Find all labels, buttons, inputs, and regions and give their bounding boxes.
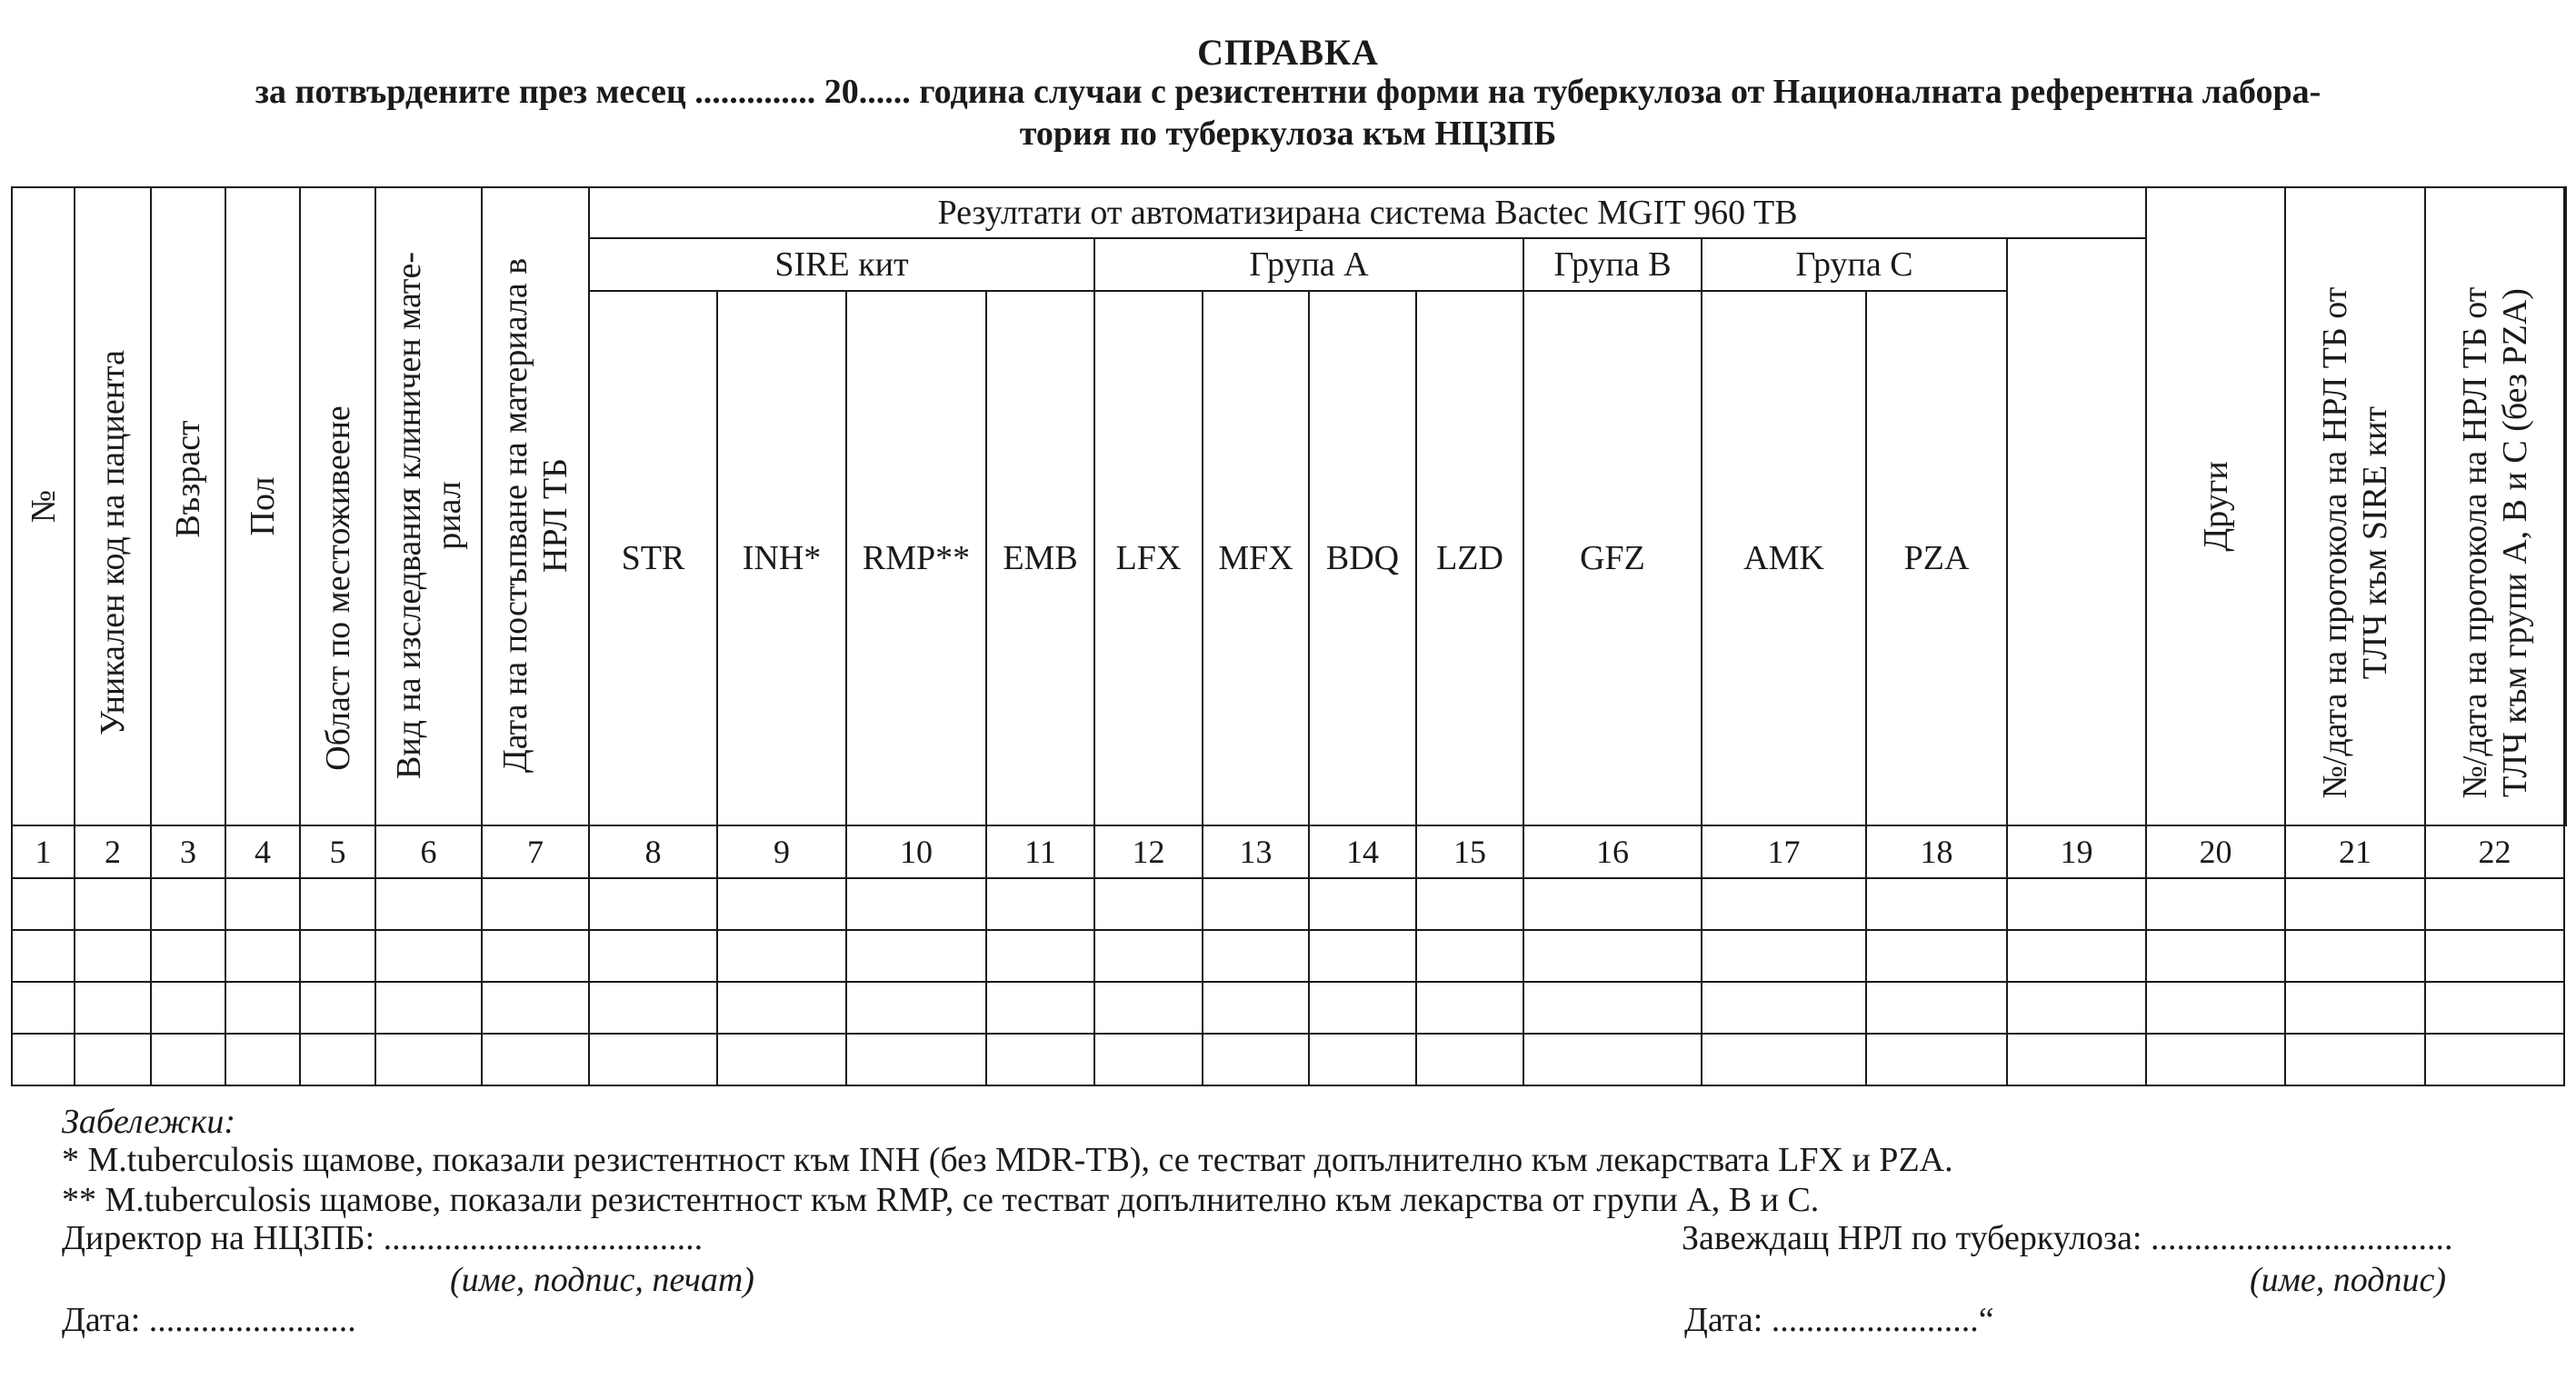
director-signature-hint: (име, подпис, печат) [450, 1261, 754, 1299]
drug-mfx: MFX [1203, 291, 1309, 825]
header-col-material-type: Вид на изследвания клиничен мате- риал [375, 187, 482, 825]
column-number: 19 [2007, 825, 2146, 878]
table-row [12, 878, 2566, 930]
column-number: 4 [225, 825, 300, 878]
notes-heading: Забележки: [62, 1103, 236, 1141]
head-lab-signature: Завеждащ НРЛ по туберкулоза: ................................... [1682, 1219, 2453, 1257]
column-number: 5 [300, 825, 375, 878]
header-col-age: Възраст [151, 187, 225, 825]
column-number: 21 [2285, 825, 2425, 878]
table-row [12, 982, 2566, 1034]
drug-inh: INH* [717, 291, 846, 825]
system-header: Резултати от автоматизирана система Bactec MGIT 960 TB [589, 187, 2146, 238]
column-number: 14 [1309, 825, 1416, 878]
date-left: Дата: ........................ [62, 1301, 356, 1339]
document-title: СПРАВКА [1197, 32, 1379, 73]
director-signature: Директор на НЦЗПБ: ..................................... [62, 1219, 704, 1257]
column-number: 3 [151, 825, 225, 878]
header-col-material-date: Дата на постъпване на материала в НРЛ ТБ [482, 187, 589, 825]
column-number: 7 [482, 825, 589, 878]
report-table [11, 186, 2567, 1086]
column-number: 16 [1523, 825, 1702, 878]
column-number: 8 [589, 825, 717, 878]
column-number: 1 [12, 825, 75, 878]
header-col-number: № [12, 187, 75, 825]
header-col-protocol-groups: №/дата на протокола на НРЛ ТБ от ТЛЧ към групи А, В и С (без PZA) [2425, 187, 2564, 825]
column-number: 11 [986, 825, 1094, 878]
group-sire-kit: SIRE кит [589, 238, 1094, 291]
group-b: Група В [1523, 238, 1702, 291]
column-number: 15 [1416, 825, 1523, 878]
column-number: 10 [846, 825, 986, 878]
drug-emb: EMB [986, 291, 1094, 825]
group-c: Група С [1702, 238, 2007, 291]
column-numbers-row [12, 825, 2566, 878]
header-col-protocol-pza [2564, 187, 2566, 825]
head-lab-signature-hint: (име, подпис) [2250, 1261, 2447, 1299]
header-col-patient-code: Уникален код на пациента [75, 187, 151, 825]
column-number: 6 [375, 825, 482, 878]
note-rmp: ** M.tuberculosis щамове, показали резистентност към RMP, се тестват допълнително към лекарства от групи А, В и С. [62, 1181, 1820, 1219]
subtitle-line-2: тория по туберкулоза към НЦЗПБ [1019, 115, 1557, 153]
column-number: 17 [1702, 825, 1866, 878]
drug-str: STR [589, 291, 717, 825]
header-col-sex: Пол [225, 187, 300, 825]
drug-bdq: BDQ [1309, 291, 1416, 825]
date-right: Дата: ........................“ [1684, 1301, 1994, 1339]
drug-gfz: GFZ [1523, 291, 1702, 825]
column-number: 9 [717, 825, 846, 878]
subtitle-line-1: за потвърдените през месец .............. 20...... година случаи с резистентни форми на туберкулоза от Националната референтна лабора- [255, 73, 2321, 111]
column-number: 22 [2425, 825, 2564, 878]
document-subtitle [11, 71, 2565, 155]
column-number: 2 [75, 825, 151, 878]
header-col-others: Други [2146, 187, 2285, 825]
table-row [12, 1034, 2566, 1085]
drug-lzd: LZD [1416, 291, 1523, 825]
header-col-protocol-sire: №/дата на протокола на НРЛ ТБ от ТЛЧ към SIRE кит [2285, 187, 2425, 825]
note-inh: * M.tuberculosis щамове, показали резистентност към INH (без MDR-TB), се тестват допълнително към лекарствата LFX и PZA. [62, 1141, 1953, 1179]
table-row [12, 930, 2566, 982]
drug-pza: PZA [1866, 291, 2007, 825]
column-number: 12 [1094, 825, 1203, 878]
drug-amk: AMK [1702, 291, 1866, 825]
column-number: 20 [2146, 825, 2285, 878]
column-number: 13 [1203, 825, 1309, 878]
column-number: 18 [1866, 825, 2007, 878]
drug-lfx: LFX [1094, 291, 1203, 825]
drug-rmp: RMP** [846, 291, 986, 825]
header-col-region: Област по местоживеене [300, 187, 375, 825]
group-a: Група А [1094, 238, 1523, 291]
